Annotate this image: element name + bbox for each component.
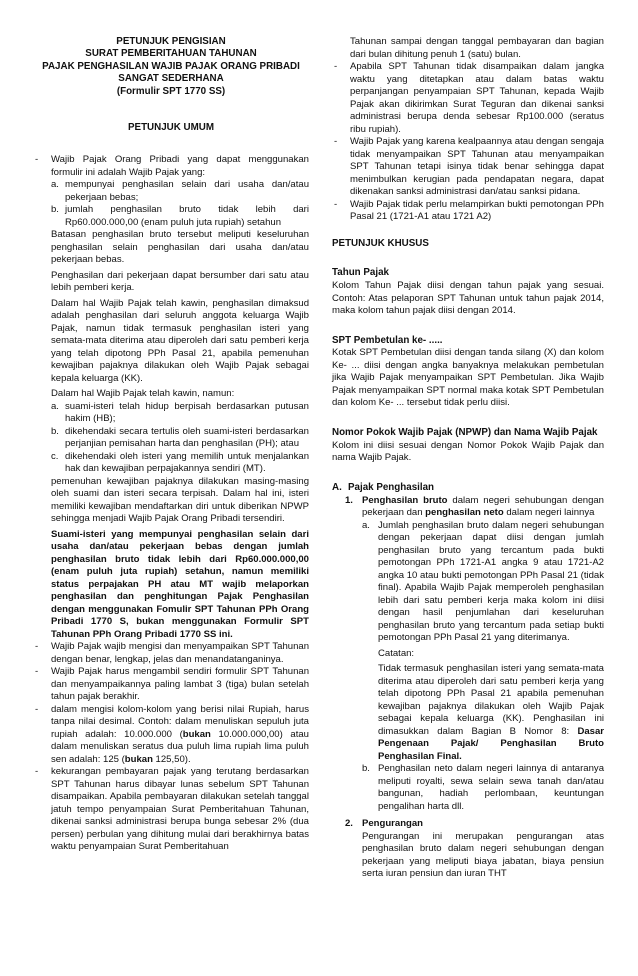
doc-title-line-5: (Formulir SPT 1770 SS) [116, 85, 226, 97]
umum-item-4-text-e: 125,50). [152, 753, 191, 765]
umum-item-6-text: Apabila SPT Tahunan tidak disampaikan dalam jangka waktu yang ditetapkan atau dalam batas waktu perpanjangan penyampaian SPT Tahunan, kepada Wajib Pajak akan dikirimkan Surat Teguran dan dikenai sanksi administrasi berupa denda sebesar Rp100.000 (seratus ribu rupiah). [350, 61, 604, 135]
item-2-mark: 2. [345, 818, 353, 830]
dash-bullet: - [334, 198, 338, 210]
item-1-text-b: dalam negeri sehubungan dengan pekerjaan dan [362, 494, 604, 519]
umum-sub-a-text: mempunyai penghasilan selain dari usaha dan/atau pekerjaan bebas; [65, 179, 309, 203]
umum-item-2 [33, 641, 309, 666]
kawin-item-a [33, 401, 309, 426]
umum-item-1 [33, 154, 309, 179]
umum-item-1-text: Wajib Pajak Orang Pribadi yang dapat menggunakan formulir ini adalah Wajib Pajak yang: [51, 154, 309, 178]
umum-kawin: Dalam hal Wajib Pajak telah kawin, penghasilan dimaksud adalah penghasilan dari seluruh anggota keluarga Wajib Pajak, namun tidak termasuk penghasilan isteri yang semata-mata diterima atau diperoleh dari satu pemberi kerja yang telah dipotong PPh Pasal 21, apabila pemenuhan kewajiban pajaknya dilakukan oleh Wajib Pajak sebagai kepala keluarga (KK). [51, 297, 309, 384]
catatan-text-bold: Dasar Pengenaan Pajak/ Penghasilan Bruto Penghasilan Final. [378, 725, 604, 762]
left-column [33, 36, 309, 854]
section-a-heading [332, 482, 604, 495]
umum-item-7 [332, 136, 604, 199]
umum-pemenuhan: pemenuhan kewajiban pajaknya dilakukan masing-masing oleh suami dan isteri secara terpisah. Dalam hal ini, isteri memiliki kewajiban mendaftarkan diri untuk diberikan NPWP sehingga menjadi Wajib Pajak Orang Pribadi tersendiri. [51, 475, 309, 525]
dash-bullet: - [35, 766, 39, 778]
right-column [332, 36, 604, 881]
umum-sub-a [33, 179, 309, 204]
item-1a-text: Jumlah penghasilan bruto dalam negeri sehubungan dengan pekerjaan dapat diisi dengan jumlah penghasilan bruto yang tercantum pada bukti pemotongan PPh 1721-A1 angka 9 atau 1721-A2 angka 10 atau bukti pemotongan PPh Pasal 21 (tidak final). Apabila Wajib Pajak memperoleh penghasilan lebih dari satu pemberi kerja maka kolom ini diisi dengan hasil penjumlahan dari keseluruhan penghasilan bruto yang tercantum pada setiap bukti pemotongan PPh Pasal 21 yang diterimanya. [378, 519, 604, 644]
umum-item-5-continued: Tahunan sampai dengan tanggal pembayaran dan bagian dari bulan dihitung penuh 1 (satu) bulan. [350, 36, 604, 60]
umum-item-4-text-a: dalam mengisi kolom-kolom yang berisi nilai Rupiah, harus tanpa nilai desimal. Contoh: dalam menuliskan sepuluh juta rupiah adalah: 10.000.000 ( [51, 703, 309, 740]
umum-item-3-text: Wajib Pajak harus mengambil sendiri formulir SPT Tahunan dan menyampaikannya paling lambat 3 (tiga) bulan setelah tahun pajak berakhir. [51, 666, 309, 703]
item-1b-text: Penghasilan neto dalam negeri lainnya di antaranya meliputi royalti, sewa selain sewa tanah dan/atau bangunan, hadiah perlombaan, keuntungan pengalihan harta dll. [378, 763, 604, 812]
petunjuk-umum-heading: PETUNJUK UMUM [128, 122, 214, 134]
umum-item-2-text: Wajib Pajak wajib mengisi dan menyampaikan SPT Tahunan dengan benar, lengkap, jelas dan menandatanganinya. [51, 641, 309, 665]
umum-kawin-namun: Dalam hal Wajib Pajak telah kawin, namun: [51, 388, 235, 400]
item-1a [332, 520, 604, 645]
umum-suami-isteri-note: Suami-isteri yang mempunyai penghasilan selain dari usaha dan/atau pekerjaan bebas dengan jumlah penghasilan bruto tidak lebih dari Rp60.000.000,00 (enam puluh juta rupiah) setahun, namun memiliki status perpajakan PH atau MT wajib melaporkan penghasilan dan penghitungan Pajak Penghasilan dengan menggunakan Fomulir SPT Tahunan PPh Orang Pribadi 1770 S, bukan menggunakan Formulir SPT Tahunan PPh Orang Pribadi 1770 SS ini. [51, 528, 309, 640]
umum-item-5 [33, 766, 309, 854]
item-1b-mark: b. [362, 763, 370, 775]
umum-item-6 [332, 61, 604, 136]
spt-pembetulan-heading: SPT Pembetulan ke- ..... [332, 334, 443, 346]
npwp-text: Kolom ini diisi sesuai dengan Nomor Pokok Wajib Pajak dan nama Wajib Pajak. [332, 439, 604, 464]
umum-item-4-text-c: 10.000.000,00) atau dalam menuliskan seratus dua puluh lima rupiah lima puluh sen adalah: 125 ( [51, 728, 309, 765]
sub-b-mark: b. [51, 204, 59, 216]
doc-title-line-2: SURAT PEMBERITAHUAN TAHUNAN [85, 48, 257, 60]
kawin-c-text: dikehendaki oleh isteri yang memilih untuk menjalankan hak dan kewajiban perpajakannya sendiri (MT). [65, 450, 309, 475]
section-a-title: Pajak Penghasilan [348, 481, 435, 493]
umum-sub-b-text: jumlah penghasilan bruto tidak lebih dari Rp60.000.000,00 (enam puluh juta rupiah) setahun [65, 204, 309, 228]
umum-item-4-bukan-1: bukan [182, 728, 211, 740]
umum-item-8-text: Wajib Pajak tidak perlu melampirkan bukti pemotongan PPh Pasal 21 (1721-A1 atau 1721 A2) [350, 198, 604, 222]
petunjuk-khusus-heading: PETUNJUK KHUSUS [332, 237, 429, 249]
umum-item-3 [33, 666, 309, 704]
dash-bullet: - [35, 703, 39, 715]
doc-title-line-1: PETUNJUK PENGISIAN [116, 36, 226, 47]
kawin-c-mark: c. [51, 450, 59, 462]
spt-pembetulan-text: Kotak SPT Pembetulan diisi dengan tanda silang (X) dan kolom Ke- ... diisi dengan angka banyaknya melakukan pembetulan jika Wajib Pajak menyampaikan SPT Pembetulan. Jika Wajib Pajak menyampaikan SPT normal maka kotak SPT Pembetulan dan kolom Ke- ... tersebut tidak perlu diisi. [332, 347, 604, 409]
item-2-title: Pengurangan [362, 818, 424, 830]
kawin-item-b [33, 426, 309, 451]
kawin-a-text: suami-isteri telah hidup berpisah berdasarkan putusan hakim (HB); [65, 400, 309, 425]
umum-batasan: Batasan penghasilan bruto tersebut meliputi keseluruhan penghasilan selain penghasilan dari usaha dan/atau pekerjaan bebas. [51, 229, 309, 266]
catatan-label: Catatan: [378, 647, 415, 659]
umum-item-8 [332, 199, 604, 224]
item-2-text: Pengurangan ini merupakan pengurangan atas penghasilan bruto dalam negeri sehubungan dengan pekerjaan yang meliputi biaya jabatan, biaya pensiun serta iuran pensiun dan iuran THT [362, 830, 604, 880]
sub-a-mark: a. [51, 179, 59, 191]
kawin-b-mark: b. [51, 425, 59, 437]
item-2-pengurangan [332, 818, 604, 831]
umum-item-4 [33, 704, 309, 767]
umum-item-5-text: kekurangan pembayaran pajak yang terutang berdasarkan SPT Tahunan harus dibayar lunas sebelum SPT Tahunan disampaikan. Apabila pembayaran dilakukan setelah tanggal jatuh tempo penyampaian Surat Pemberitahuan Tahunan, dikenai sanksi administrasi berupa bunga sebesar 2% (dua persen) perbulan yang dihitung mulai dari berakhirnya batas waktu penyampaian Surat Pemberitahuan [51, 766, 309, 853]
doc-title-line-3: PAJAK PENGHASILAN WAJIB PAJAK ORANG PRIBADI [42, 60, 300, 72]
catatan-text-a: Tidak termasuk penghasilan isteri yang semata-mata diterima atau diperoleh dari satu pemberi kerja yang telah dipotong PPh Pasal 21 apabila pemenuhan kewajiban pajaknya dilakukan oleh Wajib Pajak sebagai kepala keluarga (KK). Penghasilan ini dimasukkan dalam Bagian B Nomor 8: [378, 663, 604, 737]
kawin-b-text: dikehendaki secara tertulis oleh suami-isteri berdasarkan perjanjian pemisahan harta dan penghasilan (PH); atau [65, 425, 309, 450]
item-1-mark: 1. [345, 494, 353, 506]
item-1a-mark: a. [362, 519, 370, 531]
catatan-text [332, 663, 604, 763]
umum-sub-b [33, 204, 309, 229]
dash-bullet: - [35, 641, 39, 653]
npwp-heading: Nomor Pokok Wajib Pajak (NPWP) dan Nama Wajib Pajak [332, 426, 598, 438]
umum-sumber: Penghasilan dari pekerjaan dapat bersumber dari satu atau lebih pemberi kerja. [51, 269, 309, 294]
item-1b [332, 763, 604, 813]
item-1-bruto: Penghasilan bruto [362, 494, 448, 506]
kawin-item-c [33, 451, 309, 476]
dash-bullet: - [334, 136, 338, 147]
item-1-text-d: dalam negeri lainnya [503, 507, 595, 519]
section-a-mark: A. [332, 481, 342, 493]
umum-item-4-bukan-2: bukan [124, 753, 153, 765]
tahun-pajak-text: Kolom Tahun Pajak diisi dengan tahun pajak yang sesuai. Contoh: Atas pelaporan SPT Tahunan untuk tahun pajak 2014, maka kolom tahun pajak diisi dengan 2014. [332, 280, 604, 317]
item-1-penghasilan [332, 495, 604, 520]
dash-bullet: - [35, 666, 39, 678]
tahun-pajak-heading: Tahun Pajak [332, 267, 389, 279]
dash-bullet: - [334, 61, 338, 72]
doc-title-line-4: SANGAT SEDERHANA [118, 73, 224, 85]
kawin-a-mark: a. [51, 400, 59, 412]
umum-item-7-text: Wajib Pajak yang karena kealpaannya atau dengan sengaja tidak menyampaikan SPT Tahunan atau menyampaikan SPT Tahunan tetapi isinya tidak benar sehingga dapat menimbulkan kerugian pada pendapatan negara, dapat dikenakan sanksi administrasi dan/atau sanksi pidana. [350, 136, 604, 197]
dash-bullet: - [35, 154, 39, 166]
item-1-neto: penghasilan neto [425, 507, 504, 519]
